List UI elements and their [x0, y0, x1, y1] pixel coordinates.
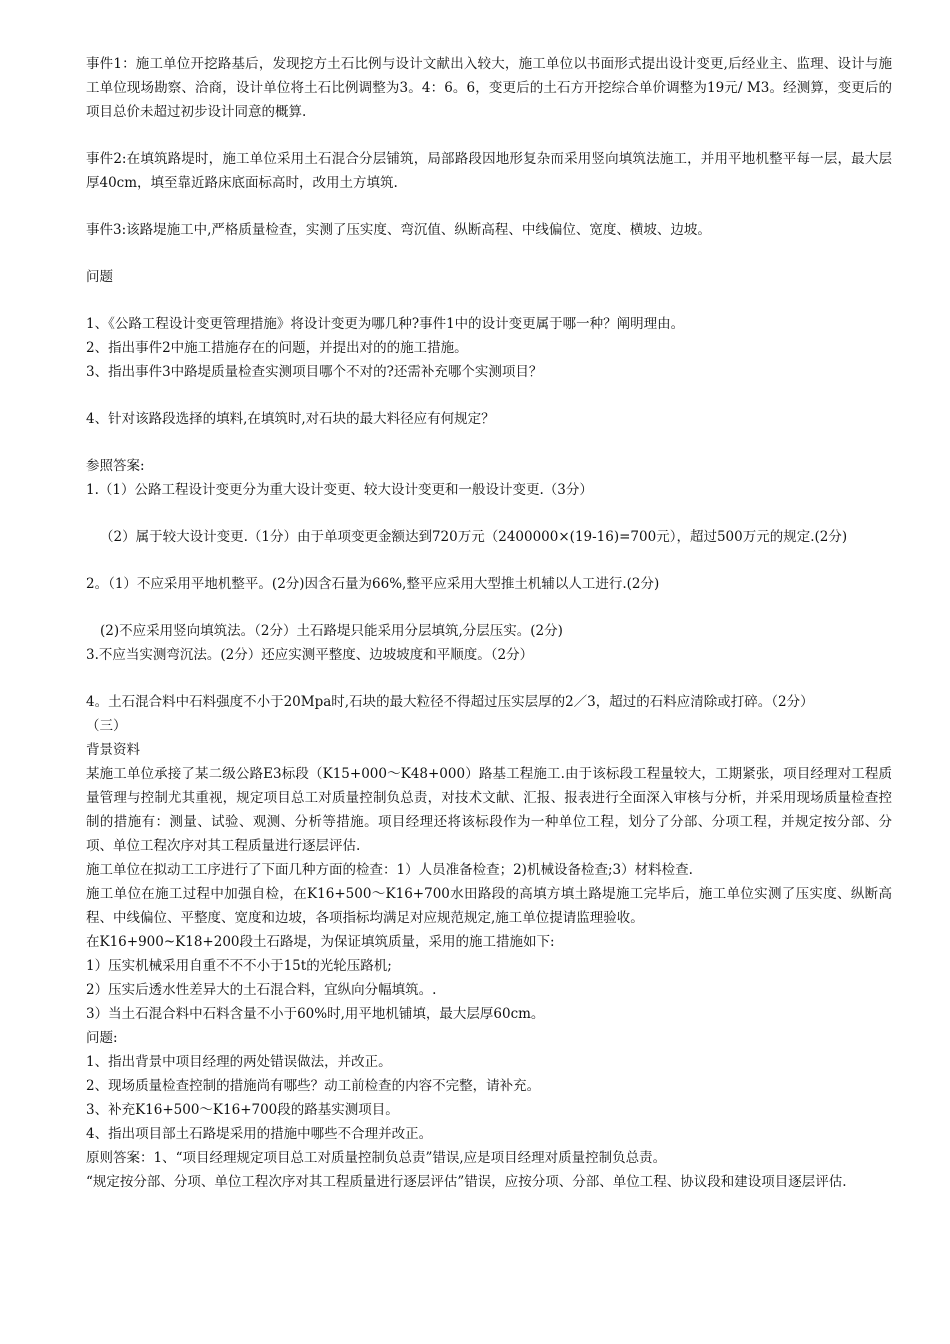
question-1: 1、《公路工程设计变更管理措施》将设计变更为哪几种?事件1中的设计变更属于哪一种？阐明理由。	[86, 316, 685, 332]
questions-heading: 问题	[86, 269, 113, 285]
case-3-question-1: 1、指出背景中项目经理的两处错误做法，并改正。	[86, 1054, 392, 1070]
background-paragraph-2: 施工单位在拟动工工序进行了下面几种方面的检查：1）人员准备检查；2)机械设备检查;3）材料检查.	[86, 862, 693, 878]
measure-1: 1）压实机械采用自重不不不小于15t的光轮压路机;	[86, 958, 392, 974]
answers-heading: 参照答案:	[86, 458, 145, 474]
answer-1-part-2: （2）属于较大设计变更.（1分）由于单项变更金额达到720万元（2400000×(19-16)=700元），超过500万元的规定.(2分)	[100, 529, 848, 545]
case-3-questions-heading: 问题:	[86, 1030, 118, 1046]
question-2: 2、指出事件2中施工措施存在的问题，并提出对的的施工措施。	[86, 340, 468, 356]
case-3-answer-1: 原则答案：1、“项目经理规定项目总工对质量控制负总责”错误,应是项目经理对质量控制负总责。	[86, 1150, 667, 1166]
case-3-question-2: 2、现场质量检查控制的措施尚有哪些？动工前检查的内容不完整，请补充。	[86, 1078, 541, 1094]
question-4: 4、针对该路段选择的填料,在填筑时,对石块的最大料径应有何规定？	[86, 411, 495, 427]
measure-2: 2）压实后透水性差异大的土石混合料，宜纵向分幅填筑。.	[86, 982, 437, 998]
document-page	[86, 52, 892, 1194]
event-3: 事件3:该路堤施工中,严格质量检查，实测了压实度、弯沉值、纵断高程、中线偏位、宽度、横坡、边坡。	[86, 222, 711, 238]
answer-2-part-1: 2。（1）不应采用平地机整平。(2分)因含石量为66%,整平应采用大型推土机辅以人工进行.(2分)	[86, 576, 660, 592]
event-2: 事件2:在填筑路堤时，施工单位采用土石混合分层铺筑，局部路段因地形复杂而采用竖向填筑法施工，并用平地机整平每一层，最大层厚40cm，填至靠近路床底面标高时，改用土方填筑.	[86, 151, 892, 191]
background-heading: 背景资料	[86, 742, 140, 758]
answer-4: 4。土石混合料中石料强度不小于20Mpa时,石块的最大粒径不得超过压实层厚的2／3，超过的石料应清除或打碎。（2分）	[86, 694, 814, 710]
case-3-answer-2: “规定按分部、分项、单位工程次序对其工程质量进行逐层评估”错误，应按分项、分部、单位工程、协议段和建设项目逐层评估.	[86, 1174, 847, 1190]
background-paragraph-1: 某施工单位承接了某二级公路E3标段（K15+000～K48+000）路基工程施工.由于该标段工程量较大，工期紧张，项目经理对工程质量管理与控制尤其重视，规定项目总工对质量控制负总责，对技术文献、汇报、报表进行全面深入审核与分析，并采用现场质量检查控制的措施有：测量、试验、观测、分析等措施。项目经理还将该标段作为一种单位工程，划分了分部、分项工程，并规定按分部、分项、单位工程次序对其工程质量进行逐层评估.	[86, 766, 892, 854]
answer-2-part-2: (2)不应采用竖向填筑法。（2分）土石路堤只能采用分层填筑,分层压实。(2分)	[100, 623, 563, 639]
answer-3: 3.不应当实测弯沉法。(2分）还应实测平整度、边坡坡度和平顺度。（2分）	[86, 647, 534, 663]
answer-1-part-1: 1.（1）公路工程设计变更分为重大设计变更、较大设计变更和一般设计变更.（3分）	[86, 482, 593, 498]
question-3: 3、指出事件3中路堤质量检查实测项目哪个不对的?还需补充哪个实测项目？	[86, 364, 543, 380]
case-3-question-3: 3、补充K16+500～K16+700段的路基实测项目。	[86, 1102, 399, 1118]
measure-3: 3）当土石混合料中石料含量不小于60%时,用平地机铺填，最大层厚60cm。	[86, 1006, 545, 1022]
background-paragraph-4: 在K16+900~K18+200段土石路堤，为保证填筑质量，采用的施工措施如下:	[86, 934, 555, 950]
case-3-label: （三）	[86, 718, 127, 734]
case-3-question-4: 4、指出项目部土石路堤采用的措施中哪些不合理并改正。	[86, 1126, 433, 1142]
background-paragraph-3: 施工单位在施工过程中加强自检，在K16+500～K16+700水田路段的高填方填土路堤施工完毕后，施工单位实测了压实度、纵断高程、中线偏位、平整度、宽度和边坡，各项指标均满足对应规范规定,施工单位提请监理验收。	[86, 886, 892, 926]
event-1: 事件1：施工单位开挖路基后，发现挖方土石比例与设计文献出入较大，施工单位以书面形式提出设计变更,后经业主、监理、设计与施工单位现场勘察、洽商，设计单位将土石比例调整为3。4：6。6，变更后的土石方开挖综合单价调整为19元/ M3。经测算，变更后的项目总价未超过初步设计同意的概算.	[86, 56, 892, 120]
